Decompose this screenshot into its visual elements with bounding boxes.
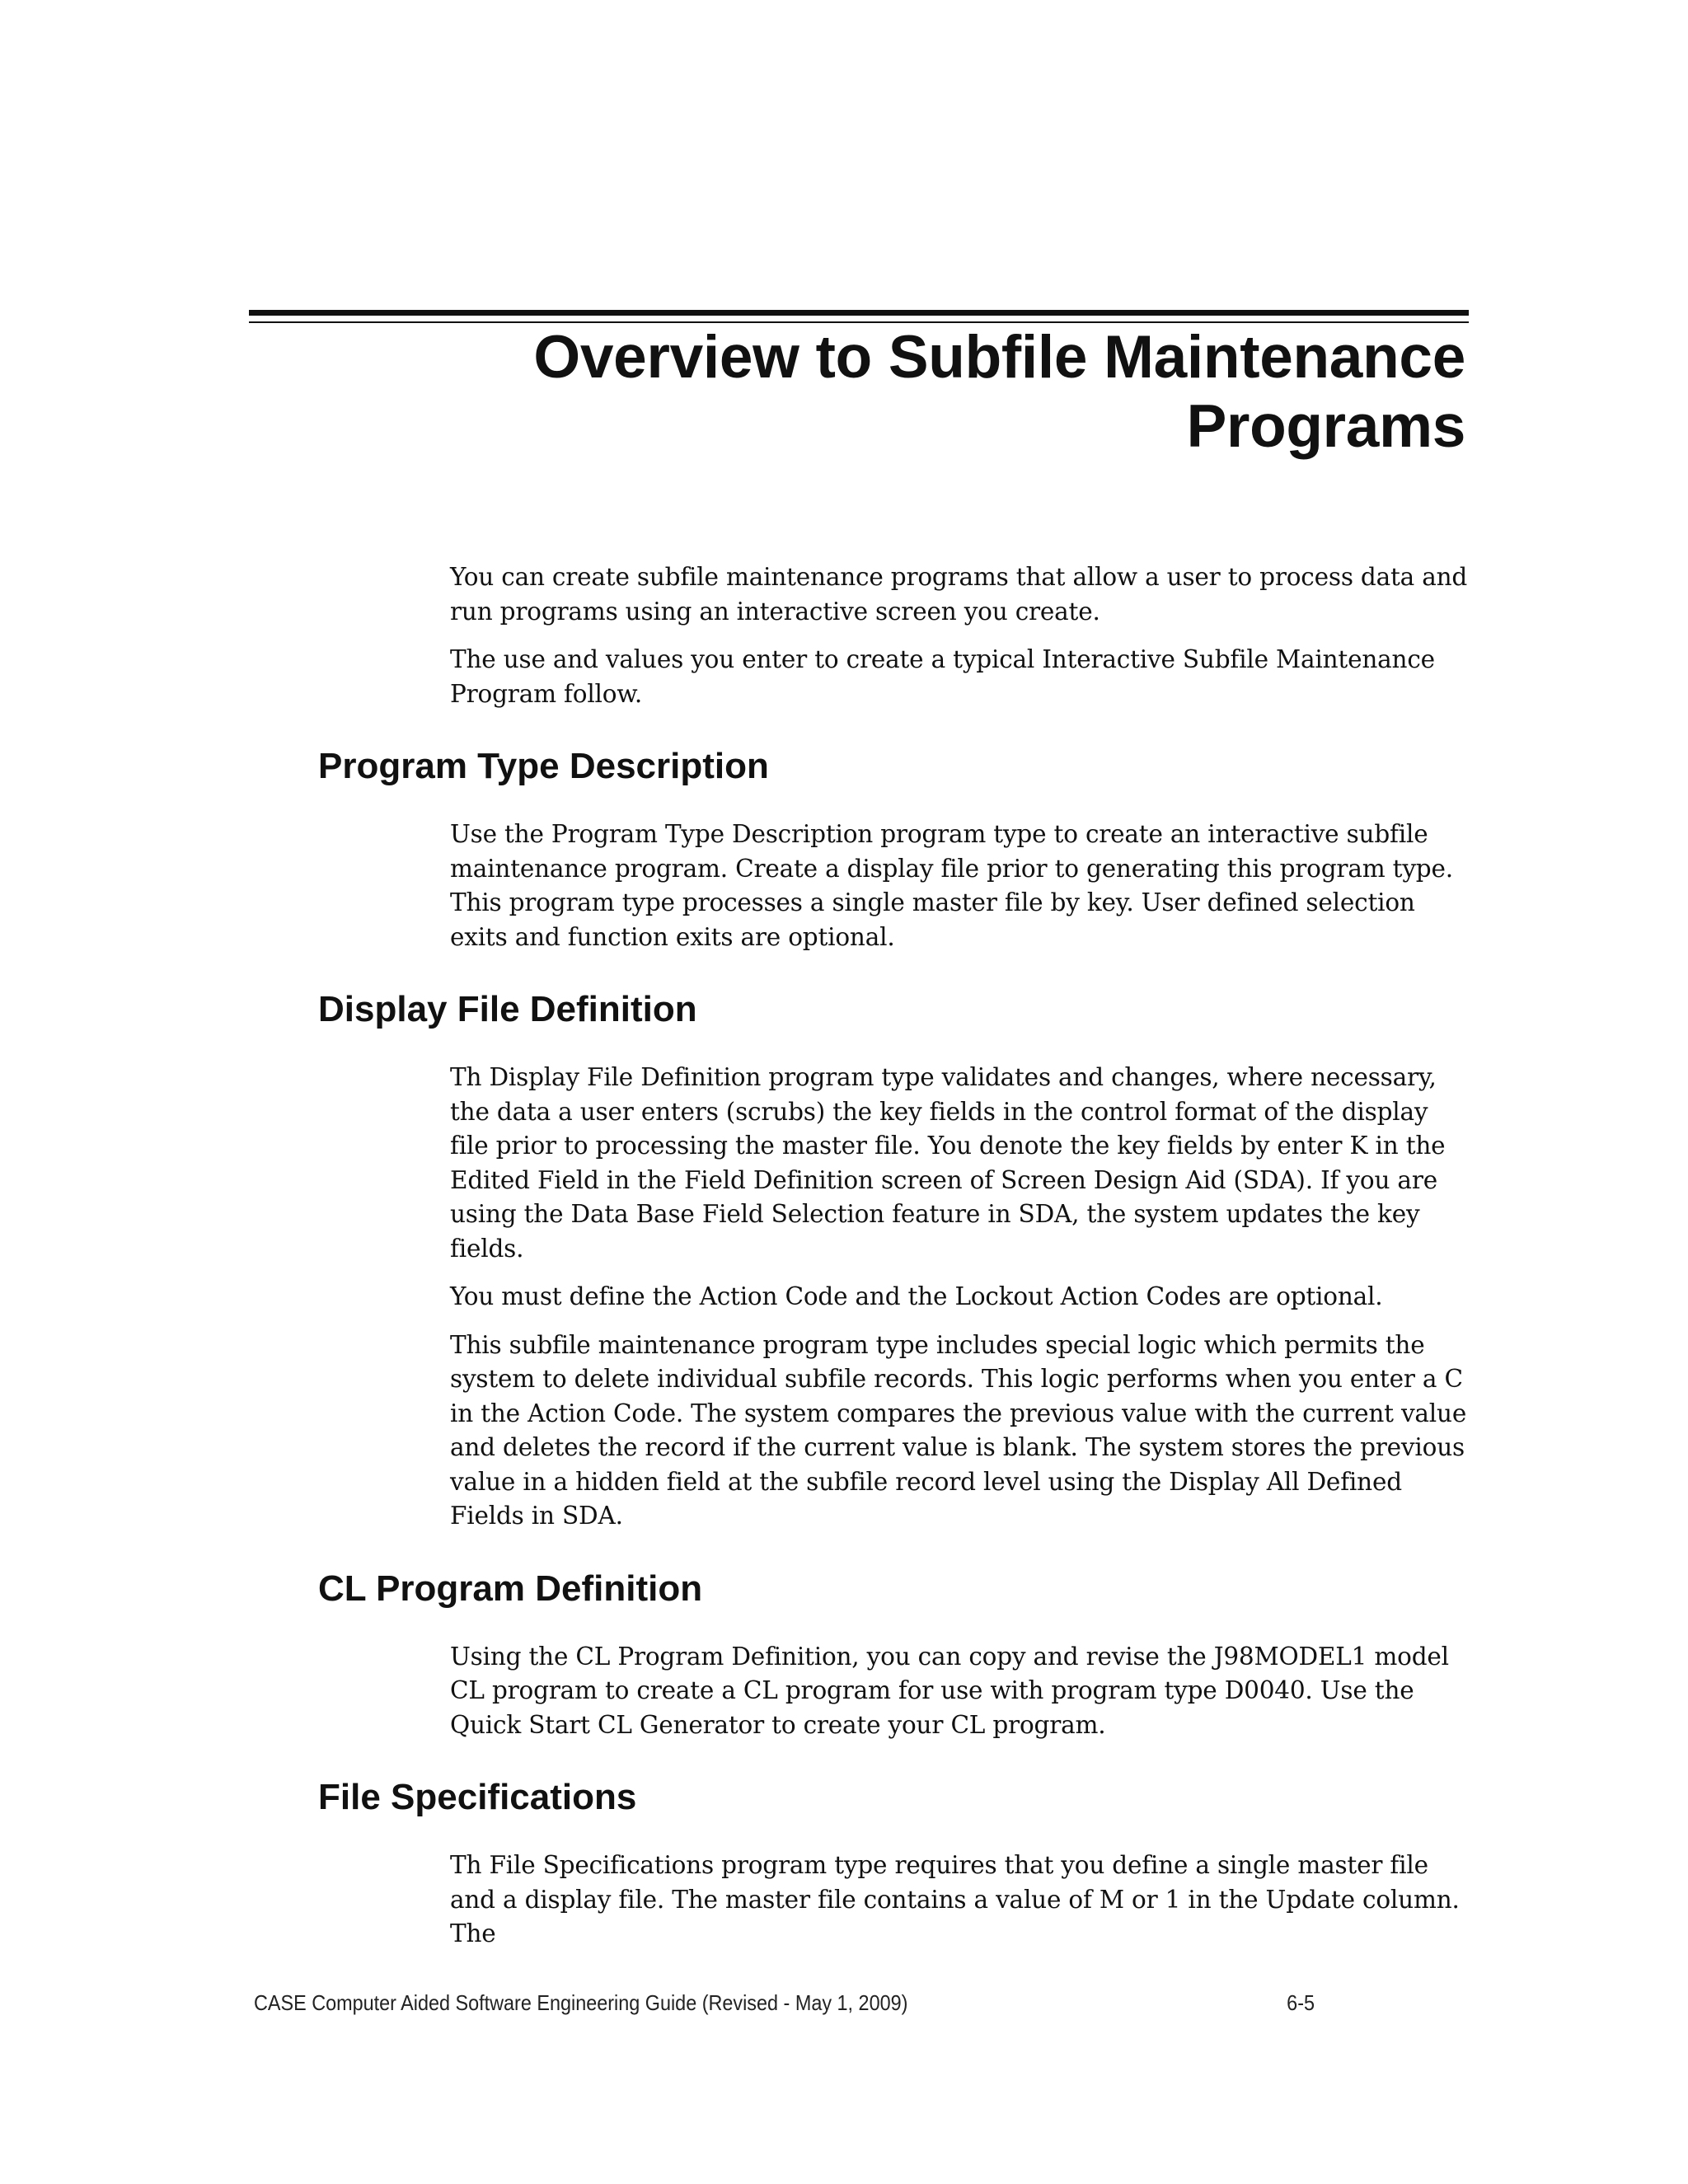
display-file-definition-paragraph-1: Th Display File Definition program type validates and changes, where necessary, the data a user enters (scrubs) the key fields in the control format of the display file prior to processing the master file. You denote the key fields by enter K in the Edited Field in the Field Definition screen of Screen Design Aid (SDA). If you are using the Data Base Field Selection feature in SDA, the system updates the key fields. [450, 1063, 1446, 1263]
display-file-definition-paragraph-2: You must define the Action Code and the Lockout Action Codes are optional. [450, 1282, 1383, 1310]
intro-paragraph-2: The use and values you enter to create a typical Interactive Subfile Maintenance Program follow. [450, 645, 1435, 708]
page-content [318, 560, 1489, 1966]
footer-page-number: 6-5 [1287, 1990, 1315, 2015]
section-heading-display-file-definition: Display File Definition [318, 989, 697, 1029]
intro-paragraph-1: You can create subfile maintenance programs that allow a user to process data and run programs using an interactive screen you create. [450, 563, 1468, 626]
chapter-title [229, 323, 1465, 462]
section-heading-cl-program-definition: CL Program Definition [318, 1568, 703, 1609]
file-specifications-paragraph: Th File Specifications program type requires that you define a single master file and a display file. The master file contains a value of M or 1 in the Update column. The [450, 1851, 1460, 1947]
section-heading-program-type-description: Program Type Description [318, 746, 769, 786]
chapter-title-line-1: Overview to Subfile Maintenance [533, 324, 1465, 391]
display-file-definition-paragraph-3: This subfile maintenance program type includes special logic which permits the system to delete individual subfile records. This logic performs when you enter a C in the Action Code. The system compares the previous value with the current value and deletes the record if the current value is blank. The system stores the previous value in a hidden field at the subfile record level using the Display All Defined Fields in SDA. [450, 1330, 1467, 1530]
cl-program-definition-paragraph: Using the CL Program Definition, you can copy and revise the J98MODEL1 model CL program to create a CL program for use with program type D0040. Use the Quick Start CL Generator to create your CL program. [450, 1642, 1449, 1739]
section-heading-file-specifications: File Specifications [318, 1777, 637, 1817]
program-type-description-paragraph: Use the Program Type Description program type to create an interactive subfile maintenance program. Create a display file prior to generating this program type. This program type processes a single master file by key. User defined selection exits and function exits are optional. [450, 820, 1453, 951]
chapter-title-line-2: Programs [1186, 393, 1465, 460]
footer-guide-title: CASE Computer Aided Software Engineering Guide (Revised - May 1, 2009) [254, 1990, 908, 2015]
title-rule-thick [249, 310, 1469, 316]
